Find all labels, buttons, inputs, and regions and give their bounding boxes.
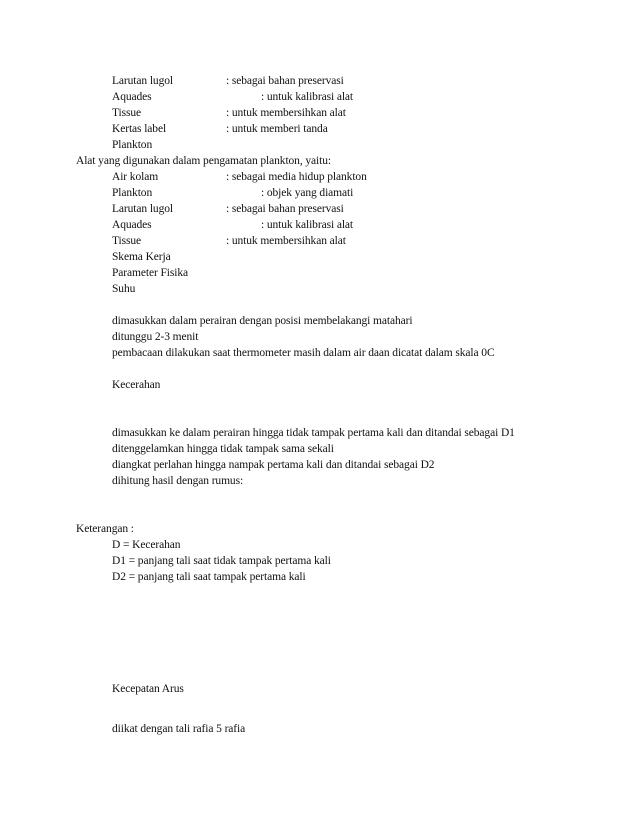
kecerahan-step: ditenggelamkan hingga tidak tampak sama sekali <box>112 443 334 455</box>
suhu-step: ditunggu 2-3 menit <box>112 331 199 343</box>
alat-item-name: Aquades <box>112 219 152 231</box>
section-heading-kecerahan: Kecerahan <box>112 379 161 391</box>
bahan-item-desc: : untuk memberi tanda <box>226 123 328 135</box>
suhu-step: pembacaan dilakukan saat thermometer masih dalam air daan dicatat dalam skala 0C <box>112 347 495 359</box>
keterangan-item: D = Kecerahan <box>112 539 181 551</box>
section-heading-skema-kerja: Skema Kerja <box>112 251 171 263</box>
suhu-step: dimasukkan dalam perairan dengan posisi membelakangi matahari <box>112 315 413 327</box>
bahan-item-name: Larutan lugol <box>112 75 173 87</box>
kecerahan-step: dimasukkan ke dalam perairan hingga tidak tampak pertama kali dan ditandai sebagai D1 <box>112 427 515 439</box>
section-heading-suhu: Suhu <box>112 283 136 295</box>
alat-item-desc: : untuk kalibrasi alat <box>261 219 354 231</box>
keterangan-heading: Keterangan : <box>76 523 134 535</box>
bahan-item-desc: : untuk membersihkan alat <box>226 107 346 119</box>
kecerahan-step: dihitung hasil dengan rumus: <box>112 475 244 487</box>
alat-item-desc: : objek yang diamati <box>261 187 354 199</box>
bahan-item-desc: : untuk kalibrasi alat <box>261 91 354 103</box>
alat-item-name: Air kolam <box>112 171 159 183</box>
alat-item-name: Tissue <box>112 235 142 247</box>
alat-item-desc: : sebagai media hidup plankton <box>226 171 367 183</box>
bahan-item-name: Tissue <box>112 107 142 119</box>
alat-item-desc: : untuk membersihkan alat <box>226 235 346 247</box>
keterangan-item: D2 = panjang tali saat tampak pertama kali <box>112 571 306 583</box>
bahan-item-desc: : sebagai bahan preservasi <box>226 75 344 87</box>
arus-step: diikat dengan tali rafia 5 rafia <box>112 723 246 735</box>
bahan-item-name: Aquades <box>112 91 152 103</box>
bahan-item-name: Plankton <box>112 139 153 151</box>
alat-heading: Alat yang digunakan dalam pengamatan plankton, yaitu: <box>76 155 331 167</box>
keterangan-item: D1 = panjang tali saat tidak tampak pertama kali <box>112 555 331 567</box>
kecerahan-step: diangkat perlahan hingga nampak pertama kali dan ditandai sebagai D2 <box>112 459 435 471</box>
alat-item-name: Plankton <box>112 187 153 199</box>
alat-item-desc: : sebagai bahan preservasi <box>226 203 344 215</box>
section-heading-parameter-fisika: Parameter Fisika <box>112 267 189 279</box>
alat-item-name: Larutan lugol <box>112 203 173 215</box>
bahan-item-name: Kertas label <box>112 123 167 135</box>
section-heading-kecepatan-arus: Kecepatan Arus <box>112 683 184 695</box>
